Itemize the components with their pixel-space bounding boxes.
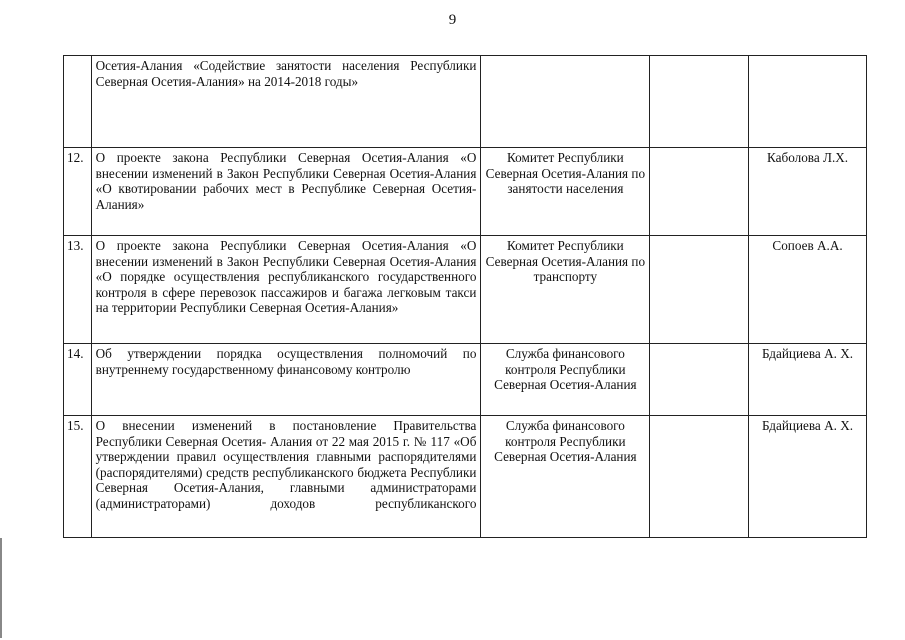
row-extra xyxy=(650,236,749,344)
row-extra xyxy=(650,56,749,148)
row-number: 15. xyxy=(64,416,92,538)
table-row xyxy=(64,148,867,236)
row-responsible: Комитет Республики Северная Осетия-Алания по занятости населения xyxy=(481,148,650,236)
table-row xyxy=(64,56,867,148)
table-row xyxy=(64,236,867,344)
row-person: Бдайциева А. Х. xyxy=(749,344,867,416)
table-row xyxy=(64,416,867,538)
row-number: 13. xyxy=(64,236,92,344)
table-row xyxy=(64,344,867,416)
row-person: Каболова Л.Х. xyxy=(749,148,867,236)
row-responsible: Комитет Республики Северная Осетия-Алания по транспорту xyxy=(481,236,650,344)
row-description: О проекте закона Республики Северная Осетия-Алания «О внесении изменений в Закон Республики Северная Осетия-Алания «О квотировании рабочих мест в Республике Северная Осетия-Алания» xyxy=(91,148,481,236)
row-responsible: Служба финансового контроля Республики Северная Осетия-Алания xyxy=(481,416,650,538)
row-responsible: Служба финансового контроля Республики Северная Осетия-Алания xyxy=(481,344,650,416)
row-extra xyxy=(650,416,749,538)
row-description: О внесении изменений в постановление Правительства Республики Северная Осетия- Алания от 22 мая 2015 г. № 117 «Об утверждении правил осуществления главными распорядителями (распорядителями) средств республиканского бюджета Республики Северная Осетия-Алания, главными администраторами (администраторами) доходов республиканского xyxy=(91,416,481,538)
row-description: Об утверждении порядка осуществления полномочий по внутреннему государственному финансовому контролю xyxy=(91,344,481,416)
scan-margin-mark xyxy=(0,538,2,638)
page-number: 9 xyxy=(448,12,457,28)
row-person: Сопоев А.А. xyxy=(749,236,867,344)
row-description: О проекте закона Республики Северная Осетия-Алания «О внесении изменений в Закон Республики Северная Осетия-Алания «О порядке осуществления республиканского государственного контроля в сфере перевозок пассажиров и багажа легковым такси на территории Республики Северная Осетия-Алания» xyxy=(91,236,481,344)
row-number: 12. xyxy=(64,148,92,236)
row-responsible xyxy=(481,56,650,148)
row-person: Бдайциева А. Х. xyxy=(749,416,867,538)
row-extra xyxy=(650,344,749,416)
row-person xyxy=(749,56,867,148)
row-description: Осетия-Алания «Содействие занятости населения Республики Северная Осетия-Алания» на 2014-2018 годы» xyxy=(91,56,481,148)
row-number xyxy=(64,56,92,148)
agenda-table xyxy=(63,55,867,538)
row-extra xyxy=(650,148,749,236)
row-number: 14. xyxy=(64,344,92,416)
